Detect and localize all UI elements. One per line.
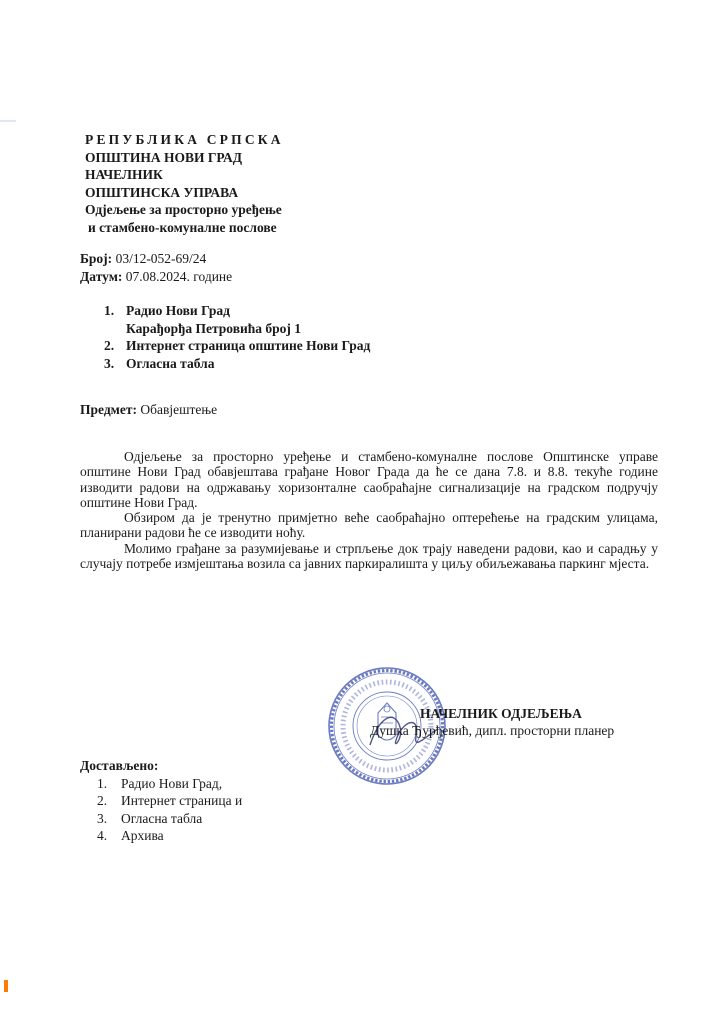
subject-label: Предмет: — [80, 402, 137, 417]
recipient-number: 2. — [104, 338, 115, 353]
recipient-number: 1. — [104, 303, 115, 318]
delivered-item — [80, 827, 242, 845]
notice-body — [80, 449, 658, 571]
letterhead-line: РЕПУБЛИКА СРПСКА — [85, 132, 284, 147]
delivered-number: 2. — [97, 793, 108, 808]
recipient-address: Карађорђа Петровића број 1 — [126, 320, 302, 336]
delivered-list — [80, 757, 242, 845]
delivered-label: Достављено: — [80, 758, 159, 773]
scan-artifact — [0, 120, 16, 122]
recipients-list — [104, 302, 370, 372]
delivered-item — [80, 810, 242, 828]
delivered-number: 4. — [97, 828, 108, 843]
signature-block — [370, 705, 670, 739]
scan-mark — [4, 980, 8, 992]
letterhead-line: НАЧЕЛНИК — [85, 167, 163, 182]
recipient-name: Интернет страница општине Нови Град — [126, 338, 371, 353]
letterhead-line: ОПШТИНА НОВИ ГРАД — [85, 149, 242, 165]
delivered-number: 3. — [97, 810, 108, 826]
delivered-text: Архива — [121, 828, 164, 843]
recipient-name: Огласна табла — [126, 355, 215, 371]
document-date — [80, 268, 232, 286]
document-meta — [80, 250, 232, 285]
signer-title: НАЧЕЛНИК ОДЈЕЉЕЊА — [420, 706, 582, 721]
body-paragraph: Одјељење за просторно уређење и стамбено-комуналне послове Општинске управе општине Нови Град обавјештава грађане Новог Града да ће се дана 7.8. и 8.8. текуће године изводити радови на одржавању хоризонталне саобраћајне сигнализације на градском подручју општине Нови Град. — [80, 449, 658, 510]
delivered-text: Огласна табла — [121, 810, 203, 826]
document-date-label: Датум: — [80, 268, 123, 284]
document-date-value: 07.08.2024. године — [125, 268, 233, 284]
recipient-item — [104, 355, 370, 373]
recipient-item — [104, 302, 370, 320]
body-paragraph: Обзиром да је тренутно примјетно веће саобраћајно оптерећење на градским улицама, планирани радови ће се изводити ноћу. — [80, 510, 658, 541]
recipient-name: Радио Нови Град — [126, 303, 230, 318]
subject-value: Обавјештење — [140, 402, 218, 417]
letterhead-line: и стамбено-комуналне послове — [88, 219, 277, 235]
delivered-text: Радио Нови Град, — [121, 775, 223, 791]
subject-line — [80, 402, 217, 418]
delivered-item — [80, 792, 242, 810]
signer-name: Душка Ђурђевић, дипл. просторни планер — [370, 723, 615, 738]
delivered-number: 1. — [97, 775, 108, 791]
recipient-number: 3. — [104, 355, 115, 371]
letterhead-line: Одјељење за просторно уређење — [85, 202, 282, 217]
body-paragraph: Молимо грађане за разумијевање и стрпљење док трају наведени радови, као и сарадњу у случају потребе измјештања возила са јавних паркиралишта у циљу обиљежавања паркинг мјеста. — [80, 540, 658, 572]
recipient-item — [104, 337, 370, 355]
document-number-label: Број: — [80, 251, 113, 266]
letterhead — [85, 131, 284, 236]
letterhead-line: ОПШТИНСКА УПРАВА — [85, 184, 239, 200]
document-number — [80, 250, 232, 268]
delivered-text: Интернет страница и — [121, 793, 243, 808]
document-number-value: 03/12-052-69/24 — [115, 251, 207, 266]
delivered-item — [80, 775, 242, 793]
